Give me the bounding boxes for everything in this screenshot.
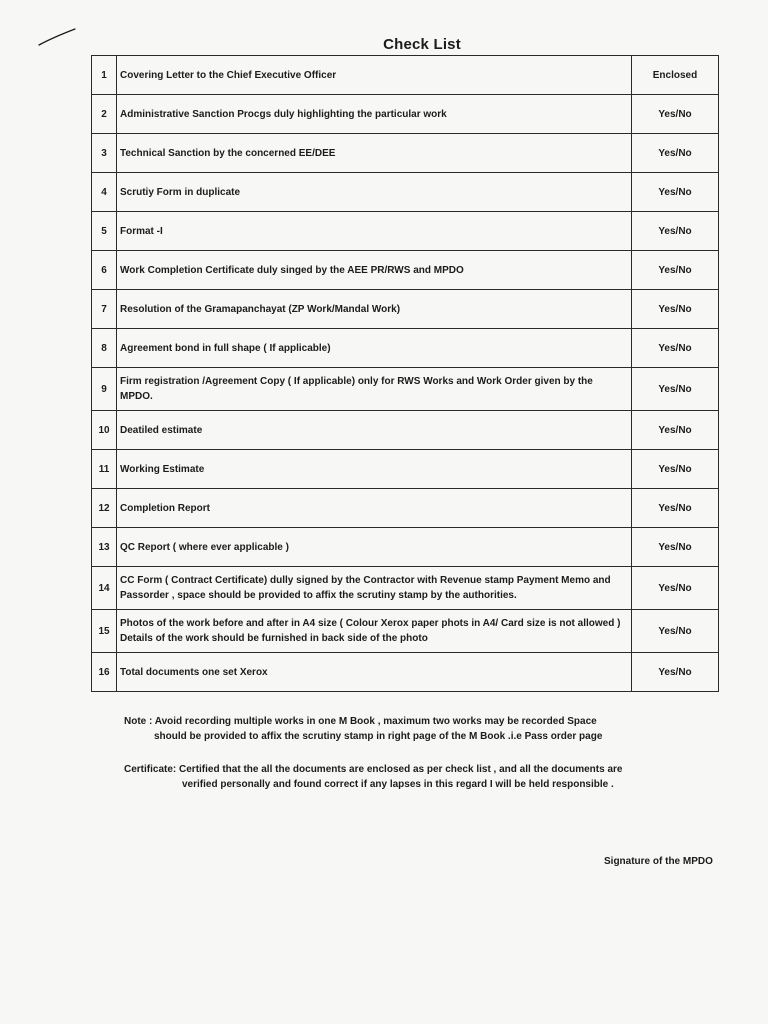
item-description: Agreement bond in full shape ( If applicable) [117, 329, 632, 368]
item-number: 11 [92, 450, 117, 489]
item-number: 16 [92, 653, 117, 692]
table-row [92, 528, 719, 567]
certificate-block [124, 762, 664, 792]
item-status: Yes/No [632, 610, 719, 653]
table-row [92, 368, 719, 411]
item-number: 1 [92, 56, 117, 95]
item-description: Technical Sanction by the concerned EE/DEE [117, 134, 632, 173]
table-row [92, 489, 719, 528]
item-description: Firm registration /Agreement Copy ( If applicable) only for RWS Works and Work Order given by the MPDO. [117, 368, 632, 411]
table-row [92, 411, 719, 450]
item-status: Yes/No [632, 290, 719, 329]
item-number: 5 [92, 212, 117, 251]
item-number: 3 [92, 134, 117, 173]
item-description: Scrutiy Form in duplicate [117, 173, 632, 212]
item-number: 8 [92, 329, 117, 368]
item-number: 15 [92, 610, 117, 653]
table-row [92, 329, 719, 368]
item-status: Yes/No [632, 134, 719, 173]
item-status: Yes/No [632, 251, 719, 290]
item-description: CC Form ( Contract Certificate) dully signed by the Contractor with Revenue stamp Payment Memo and Passorder , space should be provided to affix the scrutiny stamp by the authorities. [117, 567, 632, 610]
note-line-1: Note : Avoid recording multiple works in one M Book , maximum two works may be recorded Space [124, 716, 597, 727]
item-status: Yes/No [632, 329, 719, 368]
item-description: QC Report ( where ever applicable ) [117, 528, 632, 567]
item-status: Yes/No [632, 450, 719, 489]
item-number: 12 [92, 489, 117, 528]
item-number: 10 [92, 411, 117, 450]
item-status: Yes/No [632, 95, 719, 134]
item-number: 9 [92, 368, 117, 411]
certificate-line-2: verified personally and found correct if any lapses in this regard I will be held responsible . [182, 779, 614, 790]
item-description: Covering Letter to the Chief Executive Officer [117, 56, 632, 95]
table-row [92, 567, 719, 610]
item-description: Total documents one set Xerox [117, 653, 632, 692]
item-number: 2 [92, 95, 117, 134]
item-status: Enclosed [632, 56, 719, 95]
item-status: Yes/No [632, 212, 719, 251]
note-line-2: should be provided to affix the scrutiny stamp in right page of the M Book .i.e Pass order page [154, 731, 603, 742]
item-status: Yes/No [632, 653, 719, 692]
table-row [92, 450, 719, 489]
item-status: Yes/No [632, 567, 719, 610]
item-description: Format -I [117, 212, 632, 251]
table-row [92, 653, 719, 692]
table-row [92, 134, 719, 173]
table-row [92, 56, 719, 95]
item-description: Completion Report [117, 489, 632, 528]
table-row [92, 610, 719, 653]
item-status: Yes/No [632, 489, 719, 528]
note-block [124, 714, 644, 744]
item-description: Resolution of the Gramapanchayat (ZP Work/Mandal Work) [117, 290, 632, 329]
item-description: Deatiled estimate [117, 411, 632, 450]
item-description: Administrative Sanction Procgs duly highlighting the particular work [117, 95, 632, 134]
item-status: Yes/No [632, 528, 719, 567]
table-row [92, 212, 719, 251]
item-status: Yes/No [632, 173, 719, 212]
item-status: Yes/No [632, 368, 719, 411]
signature-label: Signature of the MPDO [604, 856, 713, 867]
item-description: Work Completion Certificate duly singed by the AEE PR/RWS and MPDO [117, 251, 632, 290]
document-title: Check List [383, 36, 461, 53]
item-description: Photos of the work before and after in A4 size ( Colour Xerox paper phots in A4/ Card size is not allowed ) Details of the work should be furnished in back side of the photo [117, 610, 632, 653]
table-row [92, 290, 719, 329]
item-description: Working Estimate [117, 450, 632, 489]
item-number: 7 [92, 290, 117, 329]
table-row [92, 173, 719, 212]
table-row [92, 95, 719, 134]
item-number: 14 [92, 567, 117, 610]
item-status: Yes/No [632, 411, 719, 450]
checklist-table [91, 55, 719, 692]
item-number: 6 [92, 251, 117, 290]
item-number: 4 [92, 173, 117, 212]
certificate-line-1: Certificate: Certified that the all the documents are enclosed as per check list , and all the documents are [124, 764, 623, 775]
item-number: 13 [92, 528, 117, 567]
table-row [92, 251, 719, 290]
